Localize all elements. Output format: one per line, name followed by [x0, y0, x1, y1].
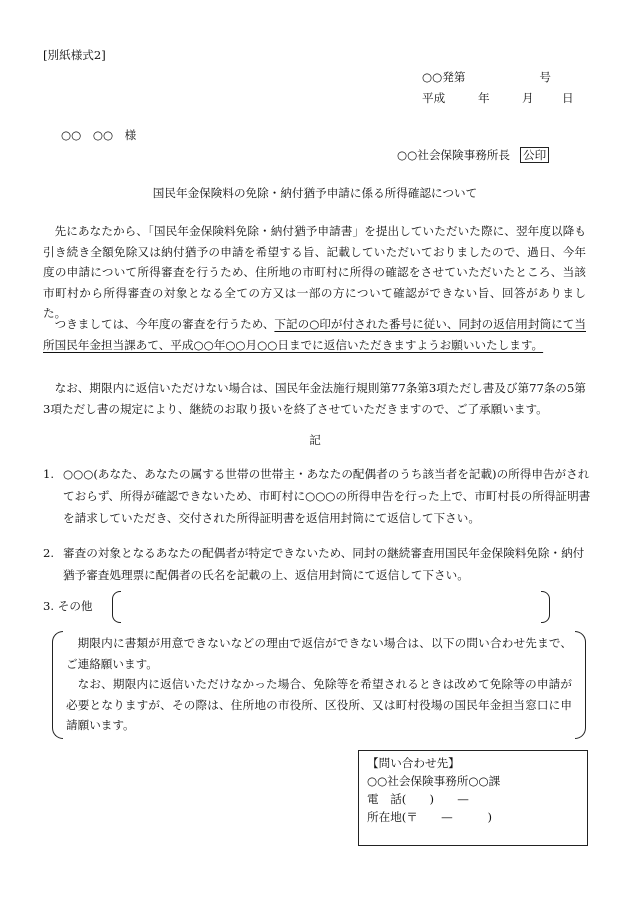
left-bracket [112, 591, 121, 623]
notice-paragraph-2: なお、期限内に返信いただけなかった場合、免除等を希望されるときは改めて免除等の申請が必要となりますが、その際は、住所地の市役所、区役所、又は町村役場の国民年金担当窓口に申請願います。 [66, 677, 572, 732]
notice-bracket-box [52, 631, 586, 739]
date-year: 年 [478, 91, 490, 105]
official-seal: 公印 [520, 147, 549, 163]
document-number-suffix: 号 [539, 70, 552, 84]
contact-heading: 【問い合わせ先】 [367, 756, 460, 770]
document-number [422, 69, 551, 86]
item-3-label: 3. その他 [43, 599, 93, 613]
item-2-text: 審査の対象となるあなたの配偶者が特定できないため、同封の継続審査用国民年金保険料免除・納付猶予審査処理票に配偶者の氏名を記載の上、返信用封筒にて返信して下さい。 [63, 546, 585, 582]
body-paragraph-2-lead: つきましては、今年度の審査を行うため、 [54, 317, 275, 331]
other-bracket-box [112, 591, 550, 623]
contact-phone: 電 話( ) — [367, 792, 469, 806]
item-1 [43, 463, 591, 529]
date-month: 月 [522, 91, 534, 105]
document-date [422, 90, 574, 107]
contact-address: 所在地(〒 — ) [367, 810, 492, 824]
item-1-text: ○○○(あなた、あなたの属する世帯の世帯主・あなたの配偶者のうち該当者を記載)の所得申告がされておらず、所得が確認できないため、市町村に○○○の所得申告を行った上で、市町村長の所得証明書を請求していただき、交付された所得証明書を返信用封筒にて返信して下さい。 [63, 467, 591, 525]
document-title: 国民年金保険料の免除・納付猶予申請に係る所得確認について [152, 186, 478, 200]
item-2 [43, 542, 591, 586]
notice-paragraph-1: 期限内に書類が用意できないなどの理由で返信ができない場合は、以下の問い合わせ先まで、ご連絡願います。 [66, 636, 572, 671]
body-paragraph-3: なお、期限内に返信いただけない場合は、国民年金法施行規則第77条第3項ただし書及び第77条の5第3項ただし書の規定により、継続のお取り扱いを終了させていただきますので、ご了承願います。 [43, 381, 586, 416]
sender-name: ○○社会保険事務所長 [397, 148, 510, 162]
contact-office: ○○社会保険事務所○○課 [367, 774, 501, 788]
item-2-number: 2. [43, 546, 55, 560]
body-paragraph-1: 先にあなたから、「国民年金保険料免除・納付猶予申請書」を提出していただいた際に、翌年度以降も引き続き全額免除又は納付猶予の申請を希望する旨、記載していただいておりましたので、過日、今年度の申請について所得審査を行うため、住所地の市町村に所得の確認をさせていただいたところ、当該市町村から所得審査の対象となる全ての方又は一部の方について確認ができない旨、回答がありました。 [43, 224, 586, 321]
right-bracket [541, 591, 550, 623]
date-day: 日 [562, 91, 574, 105]
form-label: [別紙様式2] [43, 48, 106, 62]
notice-text [66, 633, 572, 736]
date-era: 平成 [422, 91, 446, 105]
sender [397, 147, 549, 164]
body-paragraph-2-underlined: 下記の○印が付された番号に従い、同封の返信用封筒にて当所国民年金担当課あて、平成○○年○○月○○日までに返信いただきますようお願いいたします。 [43, 317, 586, 352]
contact-box [358, 750, 588, 846]
item-1-number: 1. [43, 467, 55, 481]
document-number-prefix: ○○発第 [422, 70, 466, 84]
recipient-name: ○○ ○○ 様 [61, 128, 137, 142]
right-bracket [575, 631, 586, 739]
ki-heading: 記 [309, 433, 321, 447]
body-paragraph-2 [43, 314, 586, 355]
left-bracket [52, 631, 63, 739]
